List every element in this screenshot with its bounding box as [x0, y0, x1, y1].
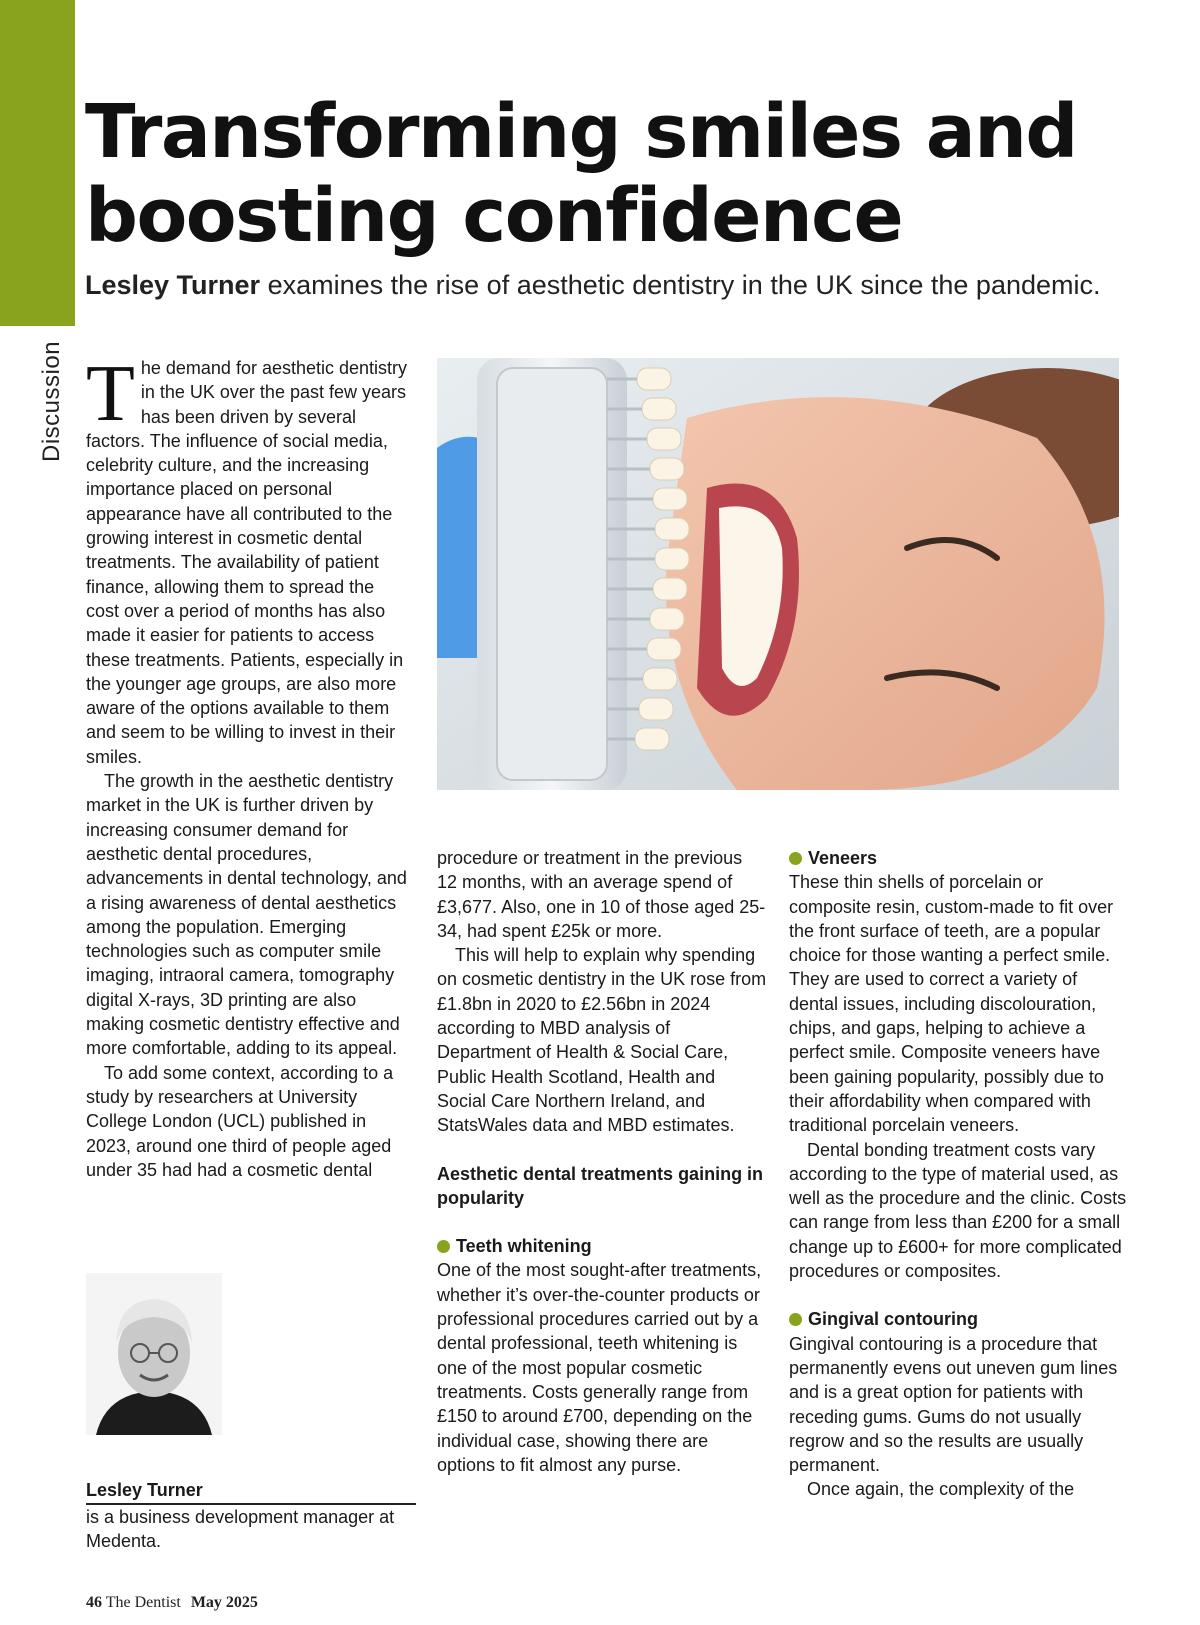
subheading-label: Gingival contouring — [808, 1309, 978, 1330]
section-color-bar — [0, 0, 75, 326]
paragraph: Once again, the complexity of the — [807, 1479, 1075, 1500]
author-portrait-image — [86, 1273, 222, 1435]
standfirst — [85, 268, 1175, 302]
paragraph: One of the most sought-after treatments, whether it’s over-the-counter products or professional procedures carried out by a dental professional, teeth whitening is one of the most popular cosmetic treatments. Costs generally range from £150 to around £700, depending on the individual case, showing there are options to fit almost any purse. — [437, 1260, 762, 1475]
article-column-1 — [86, 350, 408, 1182]
paragraph-text: he demand for aesthetic dentistry in the UK over the past few years has been driven by several factors. The influence of social media, celebrity culture, and the increasing importance placed on personal appearance have all contributed to the growing interest in cosmetic dental treatments. The availability of patient finance, allowing them to spread the cost over a period of months has also made it easier for patients to access these treatments. Patients, especially in the younger age groups, are also more aware of the options available to them and seem to be willing to invest in their smiles. — [86, 358, 408, 767]
subheading-gingival-contouring — [789, 1307, 1129, 1331]
paragraph: To add some context, according to a study by researchers at University College London (UCL) published in 2023, around one third of people aged under 35 had had a cosmetic dental — [86, 1062, 394, 1180]
subheading-teeth-whitening — [437, 1234, 767, 1258]
page-number: 46 — [86, 1594, 102, 1611]
magazine-name: The Dentist — [105, 1594, 181, 1611]
article-headline — [85, 90, 1165, 258]
page-footer — [86, 1594, 258, 1612]
paragraph: Gingival contouring is a procedure that permanently evens out uneven gum lines and is a great option for patients with receding gums. Gums do not usually regrow and so the results are usually permanent. — [789, 1333, 1118, 1476]
author-name: Lesley Turner — [86, 1478, 416, 1505]
subheading-veneers — [789, 846, 1129, 870]
standfirst-author: Lesley Turner — [85, 270, 261, 300]
green-bullet-icon — [789, 852, 802, 865]
standfirst-text: examines the rise of aesthetic dentistry in the UK since the pandemic. — [260, 270, 1101, 300]
headline-line-2: boosting confidence — [85, 173, 903, 259]
section-label: Discussion — [38, 340, 65, 462]
article-column-3 — [789, 846, 1129, 1502]
green-bullet-icon — [437, 1240, 450, 1253]
green-bullet-icon — [789, 1313, 802, 1326]
section-heading: Aesthetic dental treatments gaining in popularity — [437, 1163, 764, 1208]
author-photo — [86, 1273, 222, 1435]
paragraph: This will help to explain why spending on cosmetic dentistry in the UK rose from £1.8bn in 2020 to £2.56bn in 2024 according to MBD analysis of Department of Health & Social Care, Public Health Scotland, Health and Social Care Northern Ireland, and StatsWales data and MBD estimates. — [437, 945, 767, 1136]
paragraph: The growth in the aesthetic dentistry market in the UK is further driven by increasing consumer demand for aesthetic dental procedures, advancements in dental technology, and a rising awareness of dental aesthetics among the population. Emerging technologies such as computer smile imaging, intraoral camera, tomography digital X-rays, 3D printing are also making cosmetic dentistry effective and more comfortable, adding to its appeal. — [86, 771, 407, 1059]
article-photo — [437, 358, 1119, 790]
paragraph — [86, 350, 408, 769]
drop-cap: T — [86, 350, 135, 438]
issue-date: May 2025 — [190, 1594, 258, 1611]
author-bio: is a business development manager at Medenta. — [86, 1507, 395, 1551]
headline-line-1: Transforming smiles and — [85, 89, 1077, 175]
paragraph: Dental bonding treatment costs vary according to the type of material used, as well as the procedure and the clinic. Costs can range from less than £200 for a small change up to £600+ for more complicated procedures or composites. — [789, 1139, 1127, 1282]
subheading-label: Teeth whitening — [456, 1236, 592, 1257]
article-column-2 — [437, 846, 767, 1477]
paragraph: procedure or treatment in the previous 12 months, with an average spend of £3,677. Also, one in 10 of those aged 25-34, had spent £25k or more. — [437, 848, 766, 941]
paragraph: These thin shells of porcelain or composite resin, custom-made to fit over the front surface of teeth, are a popular choice for those wanting a perfect smile. They are used to correct a variety of dental issues, including discolouration, chips, and gaps, helping to achieve a perfect smile. Composite veneers have been gaining popularity, possibly due to their affordability when compared with traditional porcelain veneers. — [789, 872, 1114, 1136]
veneer-shade-guide-image — [437, 358, 1119, 790]
subheading-label: Veneers — [808, 848, 878, 868]
